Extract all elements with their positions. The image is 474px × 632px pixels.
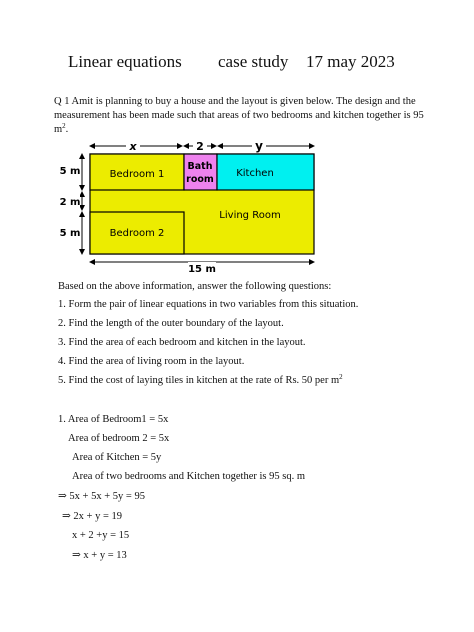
solution-line-1: 1. Area of Bedroom1 = 5x [58,414,169,425]
question-intro-end: . [65,124,69,135]
label-bedroom2: Bedroom 2 [109,228,165,239]
question-4: 4. Find the area of living room in the layout. [58,356,245,367]
solution-line-6: ⇒ 2x + y = 19 [62,511,123,522]
dim-5m-bottom-label: 5 m [59,228,81,239]
dim-5m-top-label: 5 m [59,166,81,177]
solution-line-7: x + 2 +y = 15 [72,530,130,541]
solution-line-5: ⇒ 5x + 5x + 5y = 95 [58,491,145,502]
question-intro [54,95,424,137]
layout-figure [52,138,327,281]
question-5 [58,375,343,386]
header-type: case study [218,52,289,71]
header-date: 17 may 2023 [306,52,395,71]
label-kitchen: Kitchen [236,168,274,179]
label-bath-line2: room [186,174,214,185]
dim-y-label: y [255,139,263,153]
question-3: 3. Find the area of each bedroom and kitchen in the layout. [58,337,306,348]
question-intro-text: Q 1 Amit is planning to buy a house and the layout is given below. The design and the measurement has been made such that areas of two bedrooms and kitchen together is 95 m [54,96,424,135]
solution-line-8: ⇒ x + y = 13 [72,550,127,561]
question-5-text: 5. Find the cost of laying tiles in kitchen at the rate of Rs. 50 per m [58,375,340,386]
solution-line-4: Area of two bedrooms and Kitchen together is 95 sq. m [72,471,305,482]
dim-2m-label: 2 m [59,197,81,208]
dim-x-label: x [129,140,137,153]
solution-line-2: Area of bedroom 2 = 5x [68,433,170,444]
label-living: Living Room [219,210,281,221]
label-bedroom1: Bedroom 1 [109,169,165,180]
solution-line-3: Area of Kitchen = 5y [72,452,162,463]
question-1: 1. Form the pair of linear equations in two variables from this situation. [58,299,359,310]
question-2: 2. Find the length of the outer boundary of the layout. [58,318,284,329]
label-bath-line1: Bath [187,161,213,172]
dim-2-label: 2 [196,140,204,153]
question-5-sup: 2 [339,373,343,381]
header-topic: Linear equations [68,52,182,71]
instructions: Based on the above information, answer the following questions: [58,281,332,292]
question-intro-sup: 2 [62,122,66,130]
dim-15m-label: 15 m [188,264,216,275]
